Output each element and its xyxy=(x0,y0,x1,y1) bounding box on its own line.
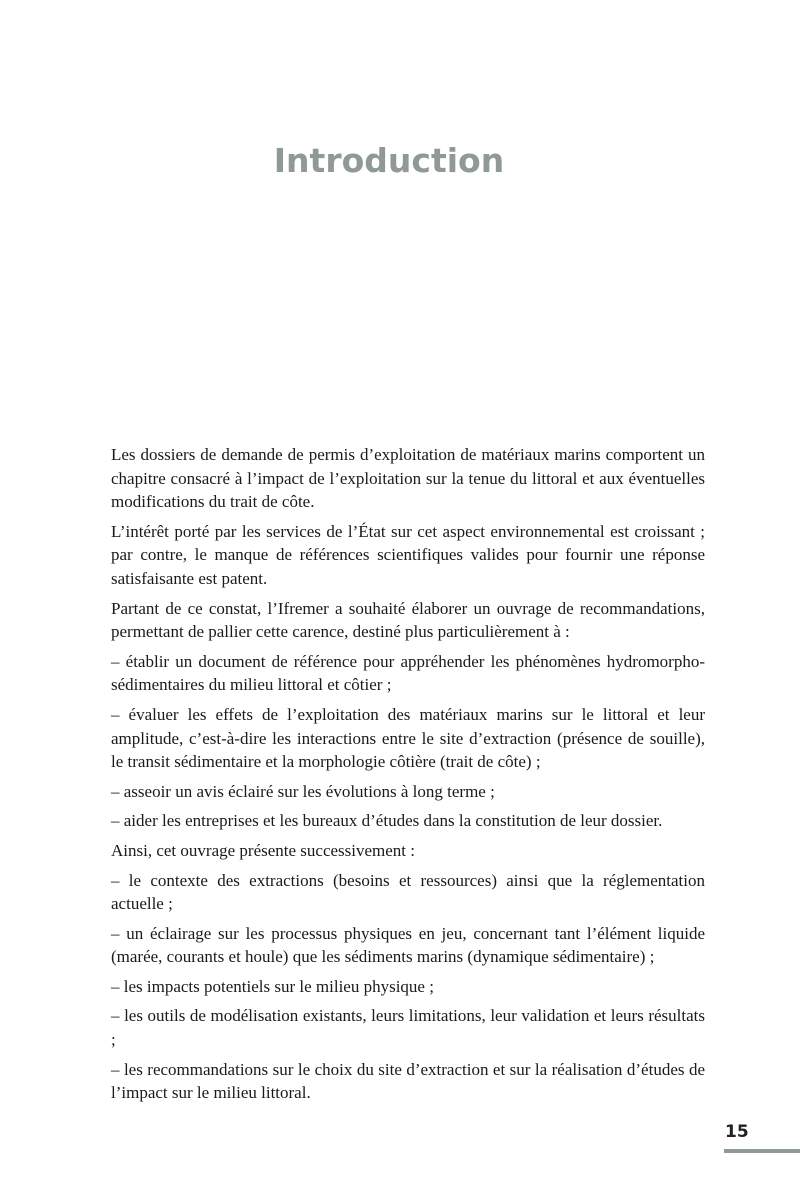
paragraph: Les dossiers de demande de permis d’exploitation de matériaux marins comportent un chapitre consacré à l’impact de l’exploitation sur la tenue du littoral et aux éventuelles modifications du trait de côte. xyxy=(111,445,705,512)
paragraph: L’intérêt porté par les services de l’État sur cet aspect environnemental est croissant ; par contre, le manque de références scientifiques valides pour fournir une réponse satisfaisante est patent. xyxy=(111,521,705,588)
list-item: – les recommandations sur le choix du site d’extraction et sur la réalisation d’études de l’impact sur le milieu littoral. xyxy=(111,1059,705,1103)
list-item: – un éclairage sur les processus physiques en jeu, concernant tant l’élément liquide (marée, courants et houle) que les sédiments marins (dynamique sédimentaire) ; xyxy=(111,923,705,967)
list-item: – les impacts potentiels sur le milieu physique ; xyxy=(111,976,434,996)
list-item: – aider les entreprises et les bureaux d’études dans la constitution de leur dossier. xyxy=(111,811,663,831)
list-item: – les outils de modélisation existants, leurs limitations, leur validation et leurs résultats ; xyxy=(111,1006,705,1050)
list-item: – évaluer les effets de l’exploitation des matériaux marins sur le littoral et leur amplitude, c’est-à-dire les interactions entre le site d’extraction (présence de souille), le transit sédimentaire et la morphologie côtière (trait de côte) ; xyxy=(111,704,705,772)
list-item: – le contexte des extractions (besoins et ressources) ainsi que la réglementation actuelle ; xyxy=(111,870,705,914)
paragraph: Partant de ce constat, l’Ifremer a souhaité élaborer un ouvrage de recommandations, permettant de pallier cette carence, destiné plus particulièrement à : xyxy=(111,598,705,642)
body-text xyxy=(111,443,705,1111)
page-title: Introduction xyxy=(273,141,505,180)
page-number-rule xyxy=(724,1149,800,1153)
page-number: 15 xyxy=(725,1122,749,1142)
list-item: – asseoir un avis éclairé sur les évolutions à long terme ; xyxy=(111,781,495,801)
paragraph: Ainsi, cet ouvrage présente successivement : xyxy=(111,840,416,860)
list-item: – établir un document de référence pour appréhender les phénomènes hydromorpho-sédimentaires du milieu littoral et côtier ; xyxy=(111,651,705,695)
